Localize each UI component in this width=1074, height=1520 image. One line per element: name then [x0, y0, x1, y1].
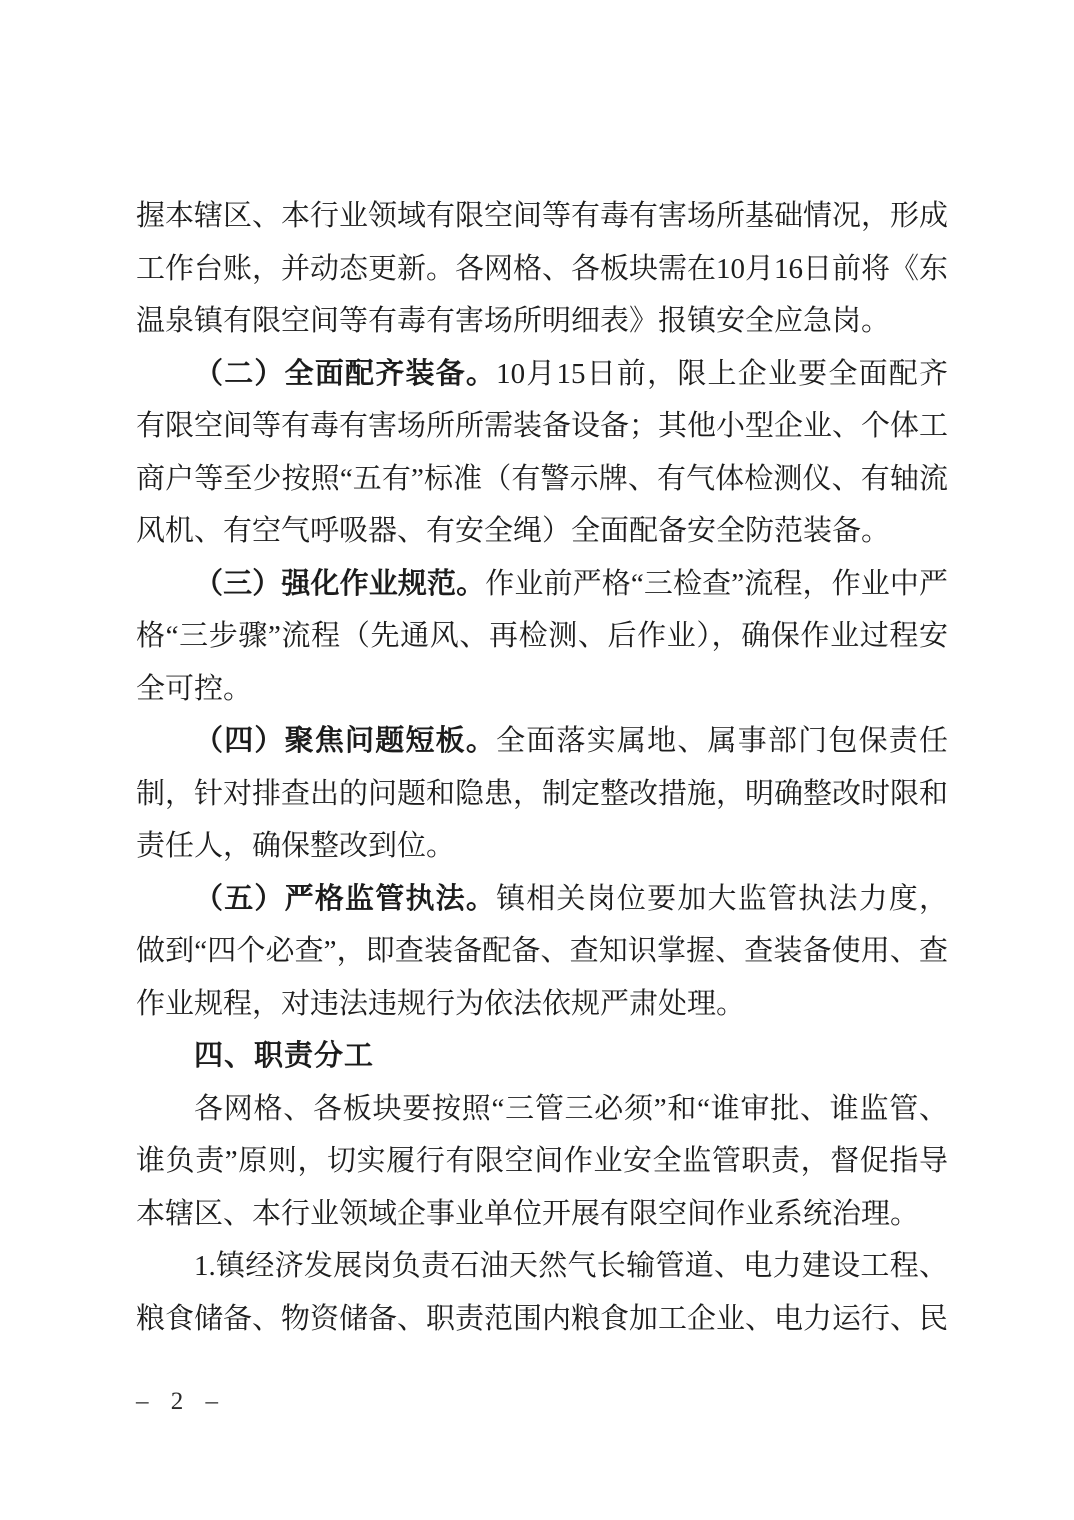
paragraph-item-2-body: 10月15日前，限上企业要全面配齐有限空间等有毒有害场所所需装备设备；其他小型企业、个体工商户等至少按照“五有”标准（有警示牌、有气体检测仪、有轴流风机、有空气呼吸器、有安全绳）全面配备安全防范装备。: [136, 357, 949, 547]
document-body: [136, 190, 948, 1345]
page-number: – 2 –: [136, 1388, 226, 1415]
paragraph-item-5-body: 镇相关岗位要加大监管执法力度，做到“四个必查”，即查装备配备、查知识掌握、查装备使用、查作业规程，对违法违规行为依法依规严肃处理。: [136, 882, 948, 1020]
paragraph-duties-item-1: 1.镇经济发展岗负责石油天然气长输管道、电力建设工程、粮食储备、物资储备、职责范围内粮食加工企业、电力运行、民: [136, 1250, 949, 1335]
paragraph-item-2: [136, 348, 948, 558]
paragraph-continuation: 握本辖区、本行业领域有限空间等有毒有害场所基础情况，形成工作台账，并动态更新。各网格、各板块需在10月16日前将《东温泉镇有限空间等有毒有害场所明细表》报镇安全应急岗。: [136, 200, 949, 337]
paragraph-item-2-lead: （二）全面配齐装备。: [194, 357, 497, 390]
paragraph-item-4-lead: （四）聚焦问题短板。: [194, 725, 497, 757]
section-heading-duties: 四、职责分工: [194, 1040, 375, 1072]
paragraph-item-3-body: 作业前严格“三检查”流程，作业中严格“三步骤”流程（先通风、再检测、后作业），确保作业过程安全可控。: [136, 567, 948, 705]
paragraph-item-3-lead: （三）强化作业规范。: [194, 567, 486, 600]
paragraph-item-3: [136, 558, 948, 716]
paragraph-item-4: [136, 715, 948, 873]
paragraph-duties-intro: 各网格、各板块要按照“三管三必须”和“谁审批、谁监管、谁负责”原则，切实履行有限空间作业安全监管职责，督促指导本辖区、本行业领域企事业单位开展有限空间作业系统治理。: [136, 1092, 948, 1230]
paragraph-item-5-lead: （五）严格监管执法。: [194, 882, 497, 915]
paragraph-item-5: [136, 873, 948, 1031]
paragraph-item-4-body: 全面落实属地、属事部门包保责任制，针对排查出的问题和隐患，制定整改措施，明确整改时限和责任人，确保整改到位。: [136, 725, 949, 862]
